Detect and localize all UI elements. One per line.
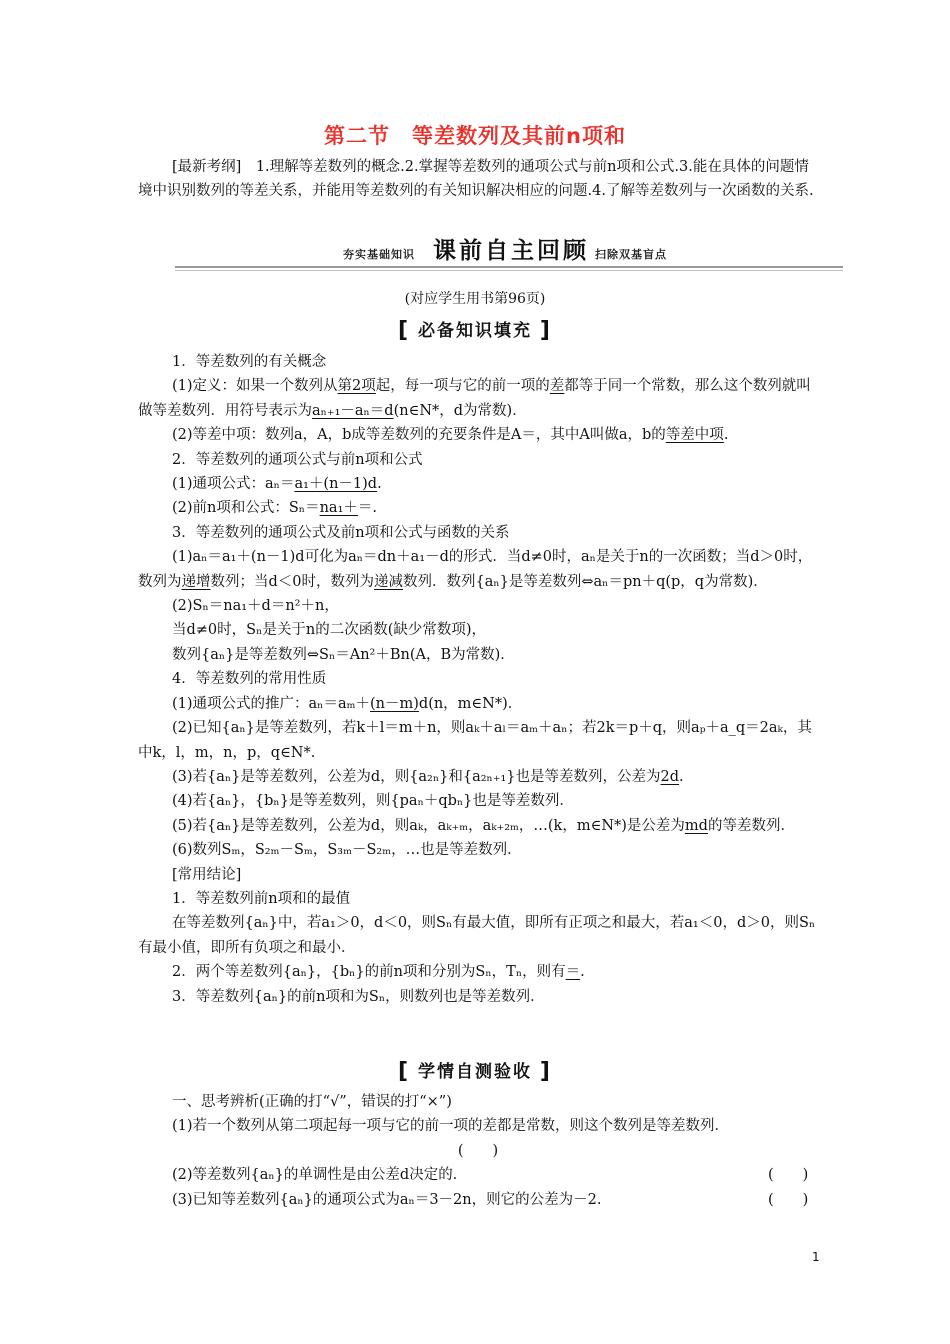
banner-divider-thin [175, 270, 843, 271]
conclusion-1-heading: 1．等差数列前n项和的最值 [172, 890, 351, 907]
relation-equivalence: 数列{aₙ}是等差数列⇔Sₙ＝An²＋Bn(A，B为常数)． [172, 646, 515, 663]
syllabus [138, 155, 818, 204]
bracket-open: [ [398, 318, 411, 343]
property-5: (5)若{aₙ}是等差数列，公差为d，则aₖ，aₖ₊ₘ，aₖ₊₂ₘ，…(k，m∈N*)是公差为md的等差数列． [172, 817, 795, 834]
heading-concept: 1．等差数列的有关概念 [172, 354, 327, 370]
property-6: (6)数列Sₘ，S₂ₘ－Sₘ，S₃ₘ－S₂ₘ，…也是等差数列． [172, 842, 522, 859]
property-2: (2)已知{aₙ}是等差数列，若k＋l＝m＋n，则aₖ＋aₗ＝aₘ＋aₙ；若2k＝p＋q，则aₚ＋a_q＝2aₖ，其中k，l，m，n，p，q∈N*. [138, 720, 812, 761]
general-term-formula: (1)通项公式：aₙ＝a₁＋(n－1)d. [172, 476, 382, 493]
section-banner [175, 232, 843, 270]
question-2-answer-blank[interactable]: ( ) [768, 1167, 809, 1184]
section-heading-knowledge [0, 316, 950, 343]
conclusion-1-text: 在等差数列{aₙ}中，若a₁＞0，d＜0，则Sₙ有最大值，即所有正项之和最大，若a₁＜0，d＞0，则Sₙ有最小值，即所有负项之和最小． [138, 915, 816, 956]
bracket-close: ] [539, 318, 552, 343]
common-conclusions-label: [常用结论] [172, 866, 242, 883]
heading-function-relation: 3．等差数列的通项公式及前n项和公式与函数的关系 [172, 524, 510, 541]
question-1: (1)若一个数列从第二项起每一项与它的前一项的差都是常数，则这个数列是等差数列． [172, 1118, 730, 1135]
question-3: (3)已知等差数列{aₙ}的通项公式为aₙ＝3－2n，则它的公差为－2. ( ) [138, 1188, 818, 1212]
property-3: (3)若{aₙ}是等差数列，公差为d，则{a₂ₙ}和{a₂ₙ₊₁}也是等差数列，公差为2d. [172, 768, 684, 785]
banner-left-label: 夯实基础知识 [343, 248, 415, 261]
heading-formulas: 2．等差数列的通项公式与前n项和公式 [172, 451, 423, 468]
relation-linear: (1)aₙ＝a₁＋(n－1)d可化为aₙ＝dn＋a₁－d的形式．当d≠0时，aₙ是关于n的一次函数；当d＞0时，数列为递增数列；当d＜0时，数列为递减数列．数列{aₙ}是等差数列⇔aₙ＝pn＋q(p，q为常数)． [138, 549, 813, 590]
judgement-instructions: 一、思考辨析(正确的打“√”，错误的打“×”) [172, 1094, 452, 1110]
question-3-answer-blank[interactable]: ( ) [768, 1191, 809, 1208]
banner-right-label: 扫除双基盲点 [595, 248, 667, 261]
banner-main-label: 课前自主回顾 [433, 238, 589, 264]
question-2: (2)等差数列{aₙ}的单调性是由公差d决定的． ( ) [138, 1163, 818, 1187]
definition: (1)定义：如果一个数列从第2项起，每一项与它的前一项的差都等于同一个常数，那么这个数列就叫做等差数列．用符号表示为aₙ₊₁－aₙ＝d(n∈N*，d为常数)． [138, 378, 811, 419]
syllabus-text: [最新考纲] 1.理解等差数列的概念.2.掌握等差数列的通项公式与前n项和公式.3.能在具体的问题情境中识别数列的等差关系，并能用等差数列的有关知识解决相应的问题.4.了解等差数列与一次函数的关系. [138, 159, 814, 200]
banner-divider [175, 266, 843, 268]
conclusion-3: 3．等差数列{aₙ}的前n项和为Sₙ，则数列也是等差数列． [172, 988, 545, 1005]
sum-formula: (2)前n项和公式：Sₙ＝na₁＋＝. [172, 500, 377, 517]
section-title-knowledge: 必备知识填充 [418, 321, 532, 341]
relation-quadratic: 当d≠0时，Sₙ是关于n的二次函数(缺少常数项)， [172, 622, 487, 639]
property-4: (4)若{aₙ}，{bₙ}是等差数列，则{paₙ＋qbₙ}也是等差数列． [172, 793, 574, 810]
section-title-selftest: 学情自测验收 [418, 1062, 532, 1082]
selftest-content [138, 1090, 818, 1212]
page-title: 第二节 等差数列及其前n项和 [324, 124, 626, 148]
page-number: 1 [812, 1250, 820, 1264]
arithmetic-mean: (2)等差中项：数列a，A，b成等差数列的充要条件是A＝，其中A叫做a，b的等差中项. [172, 427, 729, 444]
question-1-answer-blank[interactable]: ( ) [457, 1142, 499, 1159]
conclusion-2: 2．两个等差数列{aₙ}，{bₙ}的前n项和分别为Sₙ，Tₙ，则有＝. [172, 964, 585, 981]
book-reference: (对应学生用书第96页) [404, 291, 546, 307]
section-heading-selftest [0, 1057, 950, 1084]
bracket-close: ] [539, 1059, 552, 1084]
relation-sum: (2)Sₙ＝na₁＋d＝n²＋n， [172, 598, 339, 615]
bracket-open: [ [398, 1059, 411, 1084]
heading-properties: 4．等差数列的常用性质 [172, 671, 327, 688]
knowledge-content [138, 350, 818, 1009]
property-1: (1)通项公式的推广：aₙ＝aₘ＋(n－m)d(n，m∈N*)． [172, 695, 523, 712]
